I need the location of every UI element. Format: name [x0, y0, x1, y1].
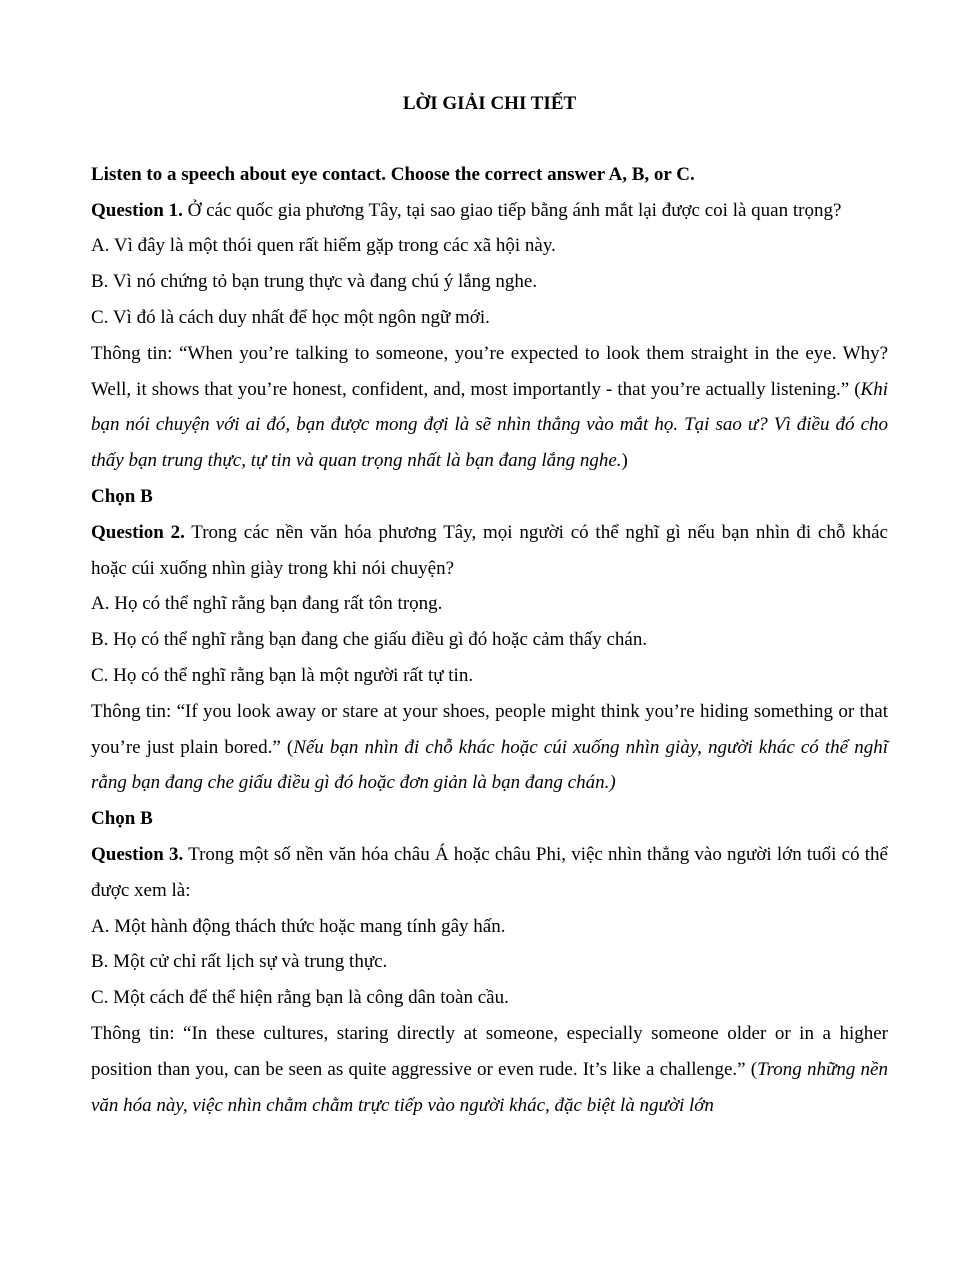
page-title: LỜI GIẢI CHI TIẾT — [402, 93, 577, 114]
question-text: Ở các quốc gia phương Tây, tại sao giao tiếp bằng ánh mắt lại được coi là quan trọng? — [182, 199, 842, 221]
option-b: B. Vì nó chứng tỏ bạn trung thực và đang chú ý lắng nghe. — [91, 271, 538, 293]
option-c: C. Họ có thể nghĩ rằng bạn là một người rất tự tin. — [91, 664, 474, 686]
option-c: C. Một cách để thể hiện rằng bạn là công dân toàn cầu. — [91, 987, 509, 1009]
info-translation: Nếu bạn nhìn đi chỗ khác hoặc cúi xuống nhìn giày, người khác có thể nghĩ rằng bạn đang che giấu điều gì đó hoặc đơn giản là bạn đang chán.) — [91, 736, 888, 794]
question-text: Trong một số nền văn hóa châu Á hoặc châu Phi, việc nhìn thẳng vào người lớn tuổi có thể được xem là: — [91, 843, 888, 901]
answer: Chọn B — [91, 485, 153, 507]
info-translation: Khi bạn nói chuyện với ai đó, bạn được mong đợi là sẽ nhìn thẳng vào mắt họ. Tại sao ư? Vì điều đó cho thấy bạn trung thực, tự tin và quan trọng nhất là bạn đang lắng nghe. — [91, 378, 888, 472]
option-b: B. Họ có thể nghĩ rằng bạn đang che giấu điều gì đó hoặc cảm thấy chán. — [91, 629, 648, 651]
info-suffix: ) — [621, 450, 628, 472]
document-page — [91, 86, 888, 1123]
option-b: B. Một cử chỉ rất lịch sự và trung thực. — [91, 951, 388, 973]
info-quote: Thông tin: “When you’re talking to someone, you’re expected to look them straight in the eye. Why? Well, it shows that you’re honest, confident, and, most importantly - that you’re actually listening.” ( — [91, 342, 888, 400]
option-a: A. Một hành động thách thức hoặc mang tính gây hấn. — [91, 915, 506, 937]
question-3 — [91, 837, 888, 909]
question-label: Question 2. — [91, 521, 185, 543]
info-quote: Thông tin: “In these cultures, staring directly at someone, especially someone older or in a higher position than you, can be seen as quite aggressive or even rude. It’s like a challenge.” ( — [91, 1022, 888, 1080]
question-label: Question 1. — [91, 199, 183, 221]
info-quote: Thông tin: “If you look away or stare at your shoes, people might think you’re hiding something or that you’re just plain bored.” ( — [91, 700, 888, 758]
info-paragraph — [91, 694, 888, 801]
question-label: Question 3. — [91, 843, 184, 865]
instruction: Listen to a speech about eye contact. Choose the correct answer A, B, or C. — [91, 163, 695, 185]
option-a: A. Họ có thể nghĩ rằng bạn đang rất tôn trọng. — [91, 593, 443, 615]
question-1 — [91, 193, 888, 229]
option-c: C. Vì đó là cách duy nhất để học một ngôn ngữ mới. — [91, 306, 490, 328]
info-paragraph — [91, 1016, 888, 1123]
question-2 — [91, 515, 888, 587]
question-text: Trong các nền văn hóa phương Tây, mọi người có thể nghĩ gì nếu bạn nhìn đi chỗ khác hoặc cúi xuống nhìn giày trong khi nói chuyện? — [91, 521, 888, 579]
info-paragraph — [91, 336, 888, 479]
info-translation: Trong những nền văn hóa này, việc nhìn chằm chằm trực tiếp vào người khác, đặc biệt là người lớn — [91, 1058, 888, 1116]
option-a: A. Vì đây là một thói quen rất hiếm gặp trong các xã hội này. — [91, 235, 556, 257]
answer: Chọn B — [91, 808, 153, 830]
